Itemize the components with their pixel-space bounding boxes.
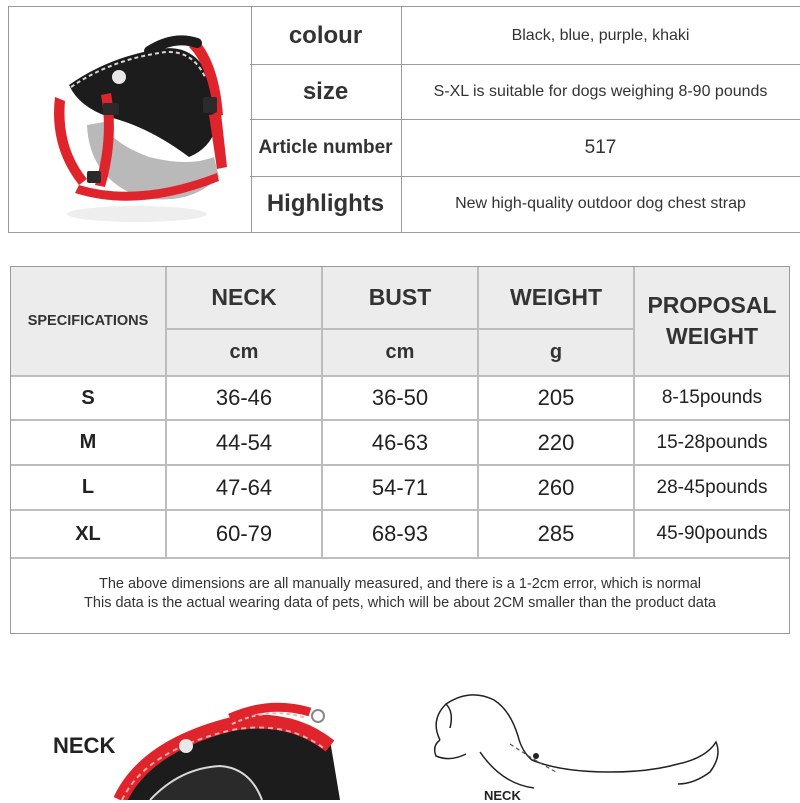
- proposal-cell: 8-15pounds: [661, 387, 763, 408]
- info-key: Article number: [258, 136, 393, 158]
- specifications-header: SPECIFICATIONS: [27, 313, 149, 329]
- dog-neck-label: NECK: [484, 788, 521, 803]
- weight-cell: 260: [537, 474, 575, 500]
- proposal-cell: 28-45pounds: [656, 476, 768, 498]
- weight-cell: 285: [537, 521, 575, 546]
- harness-photo-cell: [8, 7, 252, 232]
- info-row-colour: [250, 7, 800, 65]
- size-cell: XL: [75, 522, 101, 545]
- neck-label: NECK: [53, 733, 116, 758]
- harness-photo: [9, 7, 251, 232]
- proposal-header-line: PROPOSAL: [647, 292, 777, 318]
- info-row-highlights: [250, 176, 800, 232]
- neck-cell: 44-54: [215, 429, 273, 455]
- bust-cell: 36-50: [371, 385, 429, 410]
- proposal-cell: 15-28pounds: [656, 431, 768, 453]
- info-value: Black, blue, purple, khaki: [511, 26, 690, 44]
- size-specification-table: [10, 266, 790, 634]
- product-info-table: [8, 6, 800, 233]
- info-row-size: [250, 64, 800, 120]
- proposal-cell: 45-90pounds: [656, 523, 768, 544]
- info-key: colour: [288, 21, 363, 49]
- info-key: Highlights: [266, 190, 385, 217]
- grid-line: [11, 557, 789, 559]
- bust-cell: 54-71: [371, 474, 429, 500]
- info-value: New high-quality outdoor dog chest strap: [455, 195, 746, 212]
- dog-outline-diagram: [410, 680, 730, 800]
- bust-cell: 68-93: [371, 521, 429, 546]
- size-cell: S: [81, 386, 95, 409]
- weight-header: WEIGHT: [510, 284, 602, 310]
- weight-cell: 205: [537, 385, 575, 410]
- bust-header: BUST: [368, 284, 432, 310]
- size-cell: L: [81, 476, 95, 498]
- weight-unit: g: [549, 341, 563, 363]
- weight-cell: 220: [537, 429, 575, 455]
- note-line: The above dimensions are all manually measured, and there is a 1-2cm error, which is normal: [98, 576, 702, 592]
- neck-unit: cm: [229, 341, 259, 363]
- bust-unit: cm: [385, 341, 415, 363]
- neck-cell: 47-64: [215, 474, 273, 500]
- info-key: size: [302, 77, 349, 105]
- info-row-article-number: [250, 119, 800, 177]
- note-line: This data is the actual wearing data of pets, which will be about 2CM smaller than the product data: [84, 595, 716, 611]
- info-value: 517: [584, 136, 617, 158]
- measurement-note: [11, 575, 789, 613]
- size-cell: M: [79, 431, 97, 453]
- info-value: S-XL is suitable for dogs weighing 8-90 pounds: [433, 82, 768, 100]
- neck-cell: 60-79: [215, 521, 273, 546]
- proposal-weight-header: [635, 267, 789, 375]
- neck-cell: 36-46: [215, 385, 273, 410]
- bust-cell: 46-63: [371, 429, 429, 455]
- neck-header: NECK: [211, 284, 277, 310]
- proposal-header-line: WEIGHT: [666, 323, 758, 349]
